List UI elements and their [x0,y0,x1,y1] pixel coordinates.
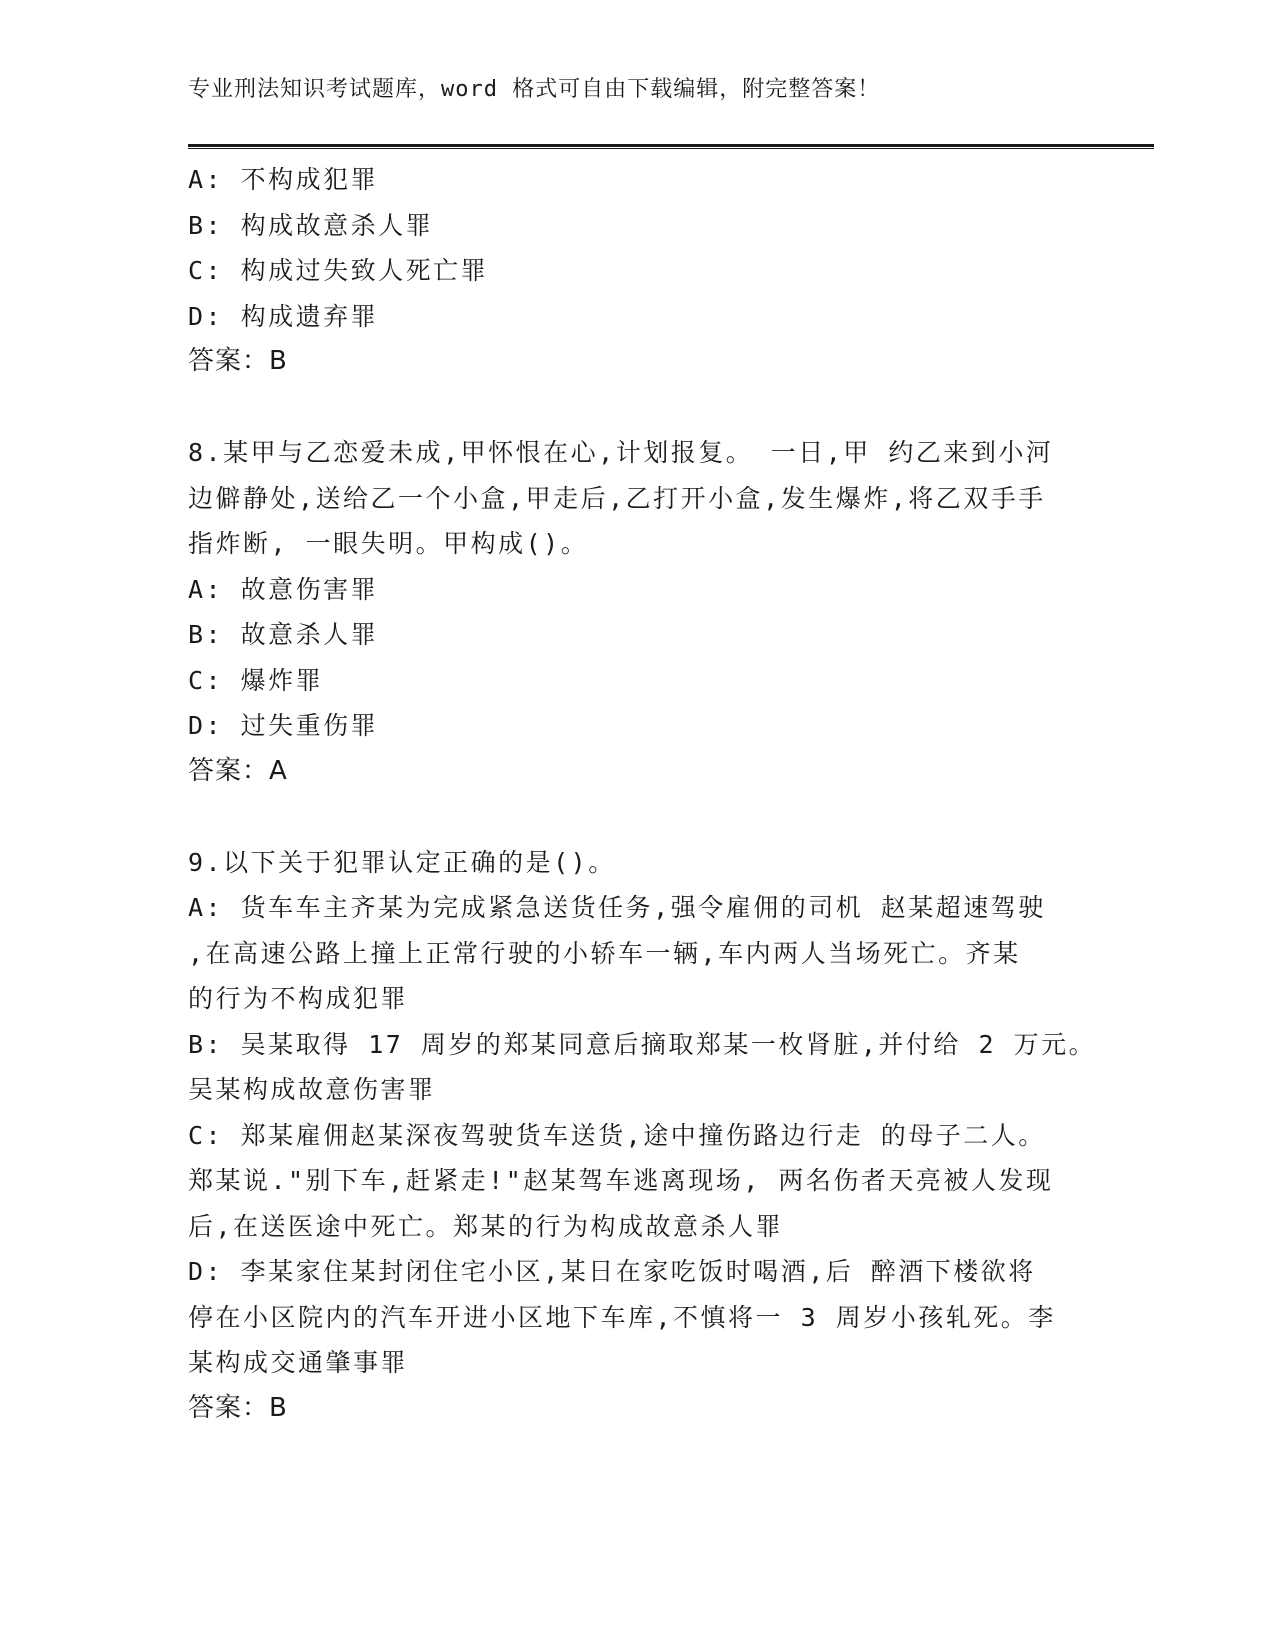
question-line: 边僻静处,送给乙一个小盒,甲走后,乙打开小盒,发生爆炸,将乙双手手 [188,483,1046,513]
option-line: D: 李某家住某封闭住宅小区,某日在家吃饭时喝酒,后 醉酒下楼欲将 [188,1257,1036,1286]
option-line: 后,在送医途中死亡。郑某的行为构成故意杀人罪 [188,1211,784,1241]
option-line: 的行为不构成犯罪 [188,984,409,1013]
option-line: B: 构成故意杀人罪 [188,210,434,240]
option-line: B: 吴某取得 17 周岁的郑某同意后摘取郑某一枚肾脏,并付给 2 万元。 [188,1029,1097,1059]
spacer [188,794,1068,840]
answer-line: 答案：A [188,755,288,786]
option-line: 郑某说."别下车,赶紧走!"赵某驾车逃离现场, 两名伤者天亮被人发现 [188,1166,1054,1195]
option-line: ,在高速公路上撞上正常行驶的小轿车一辆,车内两人当场死亡。齐某 [188,938,1021,968]
header-divider [188,144,1154,149]
spacer [188,385,1068,431]
question-line: 9.以下关于犯罪认定正确的是()。 [188,847,616,877]
option-line: A: 不构成犯罪 [188,165,379,194]
page-header: 专业刑法知识考试题库，word 格式可自由下载编辑，附完整答案！ [188,77,881,102]
option-line: 某构成交通肇事罪 [188,1348,409,1377]
question-content [188,157,1097,1431]
option-line: A: 货车车主齐某为完成紧急送货任务,强令雇佣的司机 赵某超速驾驶 [188,893,1046,922]
option-line: D: 过失重伤罪 [188,711,379,740]
question-line: 指炸断, 一眼失明。甲构成()。 [188,529,589,558]
answer-line: 答案：B [188,346,288,376]
option-line: 吴某构成故意伤害罪 [188,1075,436,1104]
option-line: B: 故意杀人罪 [188,620,379,649]
answer-line: 答案：B [188,1392,288,1423]
option-line: 停在小区院内的汽车开进小区地下车库,不慎将一 3 周岁小孩轧死。李 [188,1302,1056,1332]
option-line: C: 构成过失致人死亡罪 [188,256,489,285]
option-line: C: 爆炸罪 [188,665,324,695]
option-line: D: 构成遗弃罪 [188,301,379,331]
option-line: A: 故意伤害罪 [188,574,379,604]
option-line: C: 郑某雇佣赵某深夜驾驶货车送货,途中撞伤路边行走 的母子二人。 [188,1120,1046,1150]
question-line: 8.某甲与乙恋爱未成,甲怀恨在心,计划报复。 一日,甲 约乙来到小河 [188,438,1054,467]
